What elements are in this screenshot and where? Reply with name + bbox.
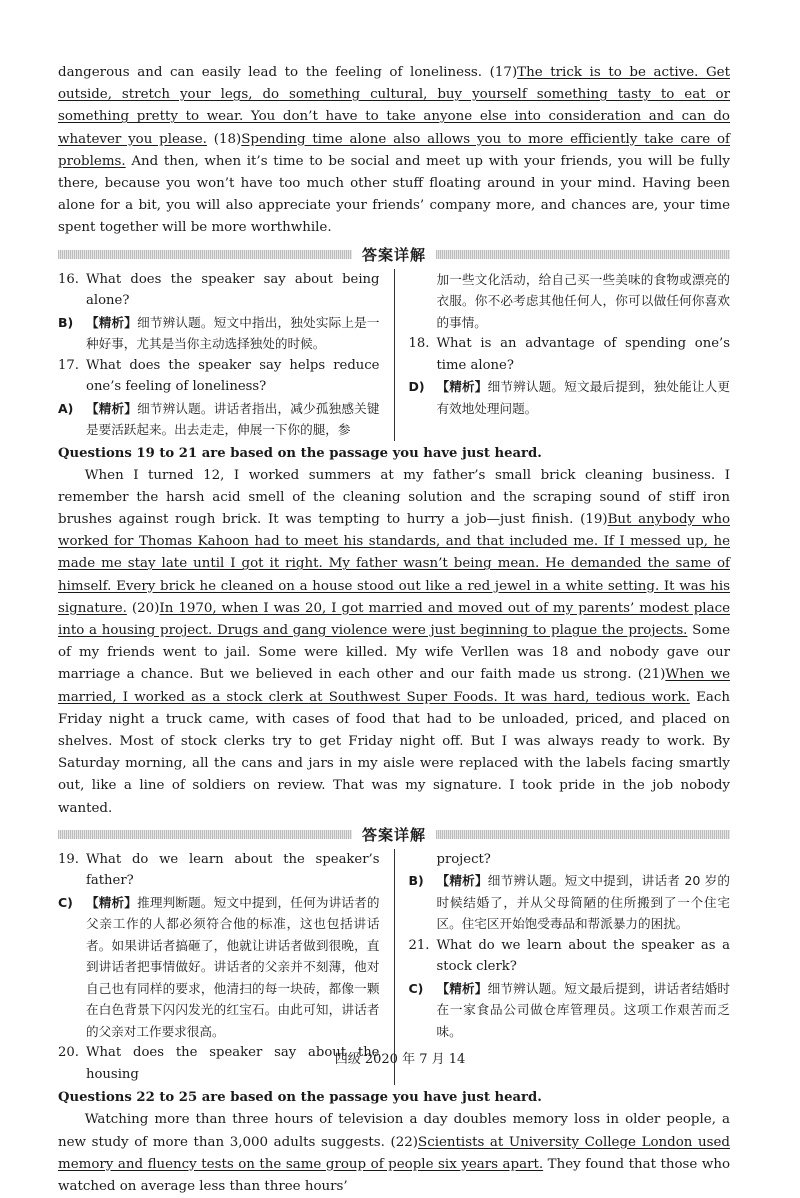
- answer-17-continued: 加一些文化活动，给自己买一些美味的食物或漂亮的衣服。你不必考虑其他任何人，你可以做任何你喜欢的事情。: [436, 271, 730, 330]
- underlined-answer-21: When we married, I worked as a stock clerk at Southwest Super Foods. It was hard, tedious work.: [58, 667, 730, 705]
- analysis-body: 细节辨认题。讲话者指出，减少孤独感关键是要活跃起来。出去走走，伸展一下你的腿，参: [86, 400, 380, 438]
- passage-19-21: [58, 465, 730, 820]
- question-16: [58, 269, 380, 312]
- analysis-tag: 【精析】: [86, 314, 138, 330]
- passage-text: When I turned 12, I worked summers at my father’s small brick cleaning business. I remember the harsh acid smell of the cleaning solution and the scraping sound of stiff iron brushes against rough brick. It was tempting to hurry a job—just finish. (19): [58, 467, 730, 528]
- analysis-body: 细节辨认题。短文最后提到，讲话者结婚时在一家食品公司做仓库管理员。这项工作艰苦而乏味。: [436, 980, 731, 1039]
- analysis-body: 细节辨认题。短文最后提到，独处能让人更有效地处理问题。: [436, 379, 731, 416]
- passage-text: Some of my friends went to jail. Some were killed. My wife Verllen was 18 and nobody gave our marriage a chance. But we believed in each other and our faith made us strong. (21): [58, 623, 730, 683]
- answer-key: C): [58, 894, 73, 910]
- answer-detail-banner-2: [58, 824, 730, 846]
- answer-key: B): [58, 314, 74, 330]
- question-number: 16.: [58, 271, 79, 287]
- analysis-tag: 【精析】: [86, 894, 138, 910]
- banner-title: 答案详解: [352, 824, 436, 846]
- analysis-body: 细节辨认题。短文中指出，独处实际上是一种好事，尤其是当你主动选择独处的时候。: [86, 314, 380, 352]
- passage-22-25: [58, 1109, 730, 1198]
- passage-text: (18): [206, 131, 242, 147]
- answers-left-column: [58, 269, 394, 441]
- question-19: [58, 849, 380, 892]
- answer-16: [58, 312, 380, 355]
- question-number: 19.: [58, 851, 79, 867]
- section-header-19-21: Questions 19 to 21 are based on the passage you have just heard.: [58, 445, 542, 461]
- answer-17: [58, 398, 380, 441]
- question-text: What does the speaker say about being alone?: [86, 271, 380, 309]
- answers-16-18: [58, 269, 730, 441]
- question-number: 21.: [408, 937, 430, 953]
- underlined-answer-19: But anybody who worked for Thomas Kahoon had to meet his standards, and that included me. If I messed up, he made me stay late until I got it right. My father wasn’t being mean. He demanded the same of himself. Every brick he cleaned on a house stood out like a red jewel in a white setting. It was his signature.: [58, 512, 731, 616]
- underlined-answer-20: In 1970, when I was 20, I got married and moved out of my parents’ modest place into a housing project. Drugs and gang violence were just beginning to plague the projects.: [58, 600, 730, 639]
- question-text: What is an advantage of spending one’s time alone?: [436, 336, 730, 373]
- answer-19: [58, 892, 380, 1043]
- question-17: [58, 355, 380, 398]
- page-footer: 四级 2020 年 7 月 14: [334, 1052, 466, 1067]
- question-text: What does the speaker say about the housing: [86, 1045, 380, 1082]
- analysis-body: 细节辨认题。短文中提到，讲话者 20 岁的时候结婚了，并从父母简陋的住所搬到了一个住宅区。住宅区开始饱受毒品和帮派暴力的困扰。: [436, 873, 730, 932]
- question-number: 18.: [408, 336, 430, 352]
- passage-text: And then, when it’s time to be social and meet up with your friends, you will be fully there, because you won’t have too much other stuff floating around in your mind. Having been alone for a bit, you will also appreciate your friends’ company more, and chances are, your time spent together will be more worthwhile.: [58, 153, 730, 236]
- analysis-text: [86, 892, 380, 1043]
- question-text: What does the speaker say helps reduce one’s feeling of loneliness?: [86, 357, 380, 395]
- underlined-answer-17: The trick is to be active. Get outside, stretch your legs, do something cultural, buy yourself something tasty to eat or something pretty to wear. You don’t have to take anyone else into consideration and can do whatever you please.: [58, 65, 730, 147]
- answer-20: [409, 870, 731, 935]
- question-18: [409, 333, 731, 376]
- passage-text: They found that those who watched on average less than three hours’: [58, 1156, 731, 1194]
- page-content: [58, 62, 730, 1198]
- answer-detail-banner-1: [58, 244, 730, 266]
- question-21: [409, 935, 731, 978]
- analysis-text: [437, 870, 731, 935]
- analysis-text: [86, 398, 380, 441]
- banner-title: 答案详解: [352, 244, 436, 266]
- passage-text: Watching more than three hours of television a day doubles memory loss in older people, a new study of more than 3,000 adults suggests. (22): [58, 1112, 730, 1150]
- question-20-continued: project?: [436, 851, 491, 867]
- question-text: What do we learn about the speaker as a stock clerk?: [436, 937, 730, 975]
- question-number: 17.: [58, 357, 79, 373]
- section-header-22-25: Questions 22 to 25 are based on the passage you have just heard.: [58, 1090, 542, 1106]
- answer-key: D): [408, 379, 425, 395]
- analysis-tag: 【精析】: [86, 400, 138, 416]
- analysis-tag: 【精析】: [436, 873, 488, 889]
- passage-text: dangerous and can easily lead to the feeling of loneliness. (17): [58, 65, 518, 80]
- answer-key: A): [58, 400, 74, 416]
- answer-21: [409, 978, 731, 1043]
- analysis-tag: 【精析】: [436, 379, 488, 395]
- answer-key: B): [408, 873, 424, 889]
- underlined-answer-22: Scientists at University College London used memory and fluency tests on the same group of people six years apart.: [58, 1134, 730, 1172]
- answer-18: [409, 376, 731, 419]
- passage-16-18-end: [58, 62, 730, 240]
- answer-key: C): [408, 980, 424, 996]
- question-text: What do we learn about the speaker’s father?: [86, 851, 380, 889]
- answers-right-column: [394, 269, 731, 441]
- underlined-answer-18: Spending time alone also allows you to more efficiently take care of problems.: [58, 131, 730, 169]
- question-number: 20.: [58, 1045, 79, 1061]
- analysis-text: [437, 978, 731, 1043]
- analysis-body: 推理判断题。短文中提到，任何为讲话者的父亲工作的人都必须符合他的标准，这也包括讲话者。如果讲话者搞砸了，他就让讲话者做到很晚，直到讲话者把事情做好。讲话者的父亲并不刻薄，他对自己也有同样的要求，他清扫的每一块砖，都像一颗在白色背景下闪闪发光的红宝石。由此可知，讲话者的父亲对工作要求很高。: [86, 894, 380, 1039]
- analysis-text: [437, 376, 731, 419]
- passage-text: (20): [126, 600, 160, 616]
- analysis-tag: 【精析】: [436, 980, 488, 996]
- passage-text: Each Friday night a truck came, with cases of food that had to be unloaded, priced, and placed on shelves. Most of stock clerks try to get Friday night off. But I was always ready to work. By Saturday morning, all the cans and jars in my aisle were replaced with the labels facing smartly out, like a line of soldiers on review. That was my signature. I took pride in the job nobody wanted.: [58, 689, 731, 816]
- analysis-text: [86, 312, 380, 355]
